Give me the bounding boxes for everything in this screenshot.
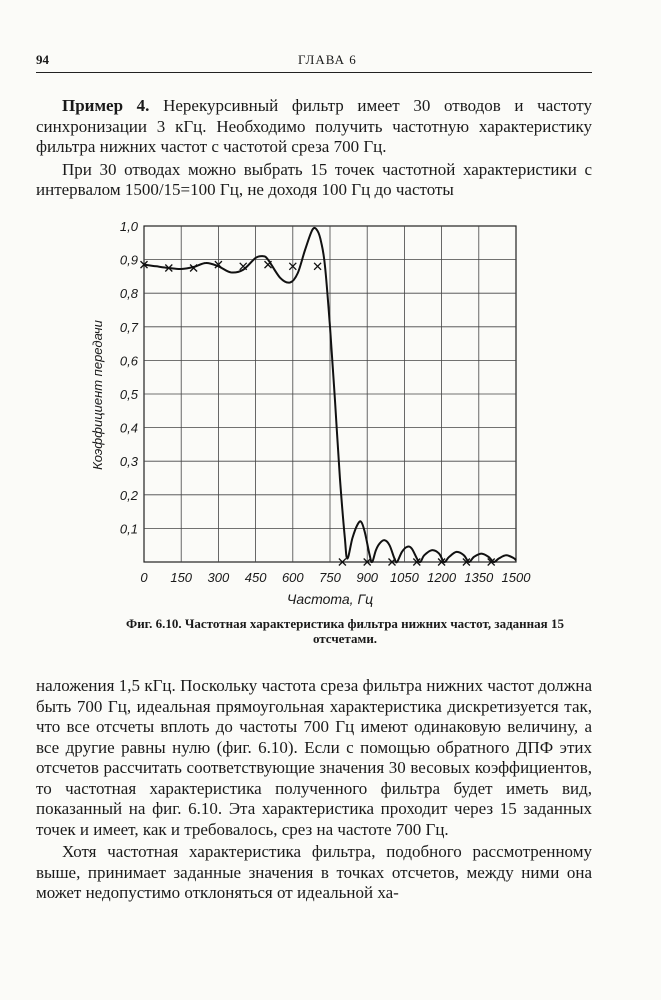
x-tick-label: 1350 — [464, 570, 494, 585]
y-tick-label: 0,8 — [119, 286, 138, 302]
example-label: Пример 4. — [62, 96, 150, 115]
x-tick-label: 900 — [356, 570, 379, 585]
y-tick-label: 0,9 — [119, 252, 138, 268]
y-tick-label: 1,0 — [119, 219, 138, 234]
y-tick-label: 0,3 — [119, 454, 138, 470]
paragraph-taps — [36, 160, 592, 201]
header-rule — [36, 72, 592, 73]
x-tick-label: 750 — [319, 570, 341, 585]
y-axis-label: Коэффициент передачи — [90, 320, 105, 470]
x-tick-label: 1200 — [427, 570, 457, 585]
frequency-response-chart — [80, 206, 540, 612]
x-tick-label: 450 — [244, 570, 267, 585]
paragraph-text: Нерекурсивный фильтр имеет 30 отводов и частоту синхронизации 3 кГц. Необходимо получить частотную характеристику фильтра нижних частот с частотой среза 700 Гц. — [36, 96, 592, 156]
x-tick-label: 300 — [207, 570, 230, 585]
chart-grid — [144, 226, 516, 562]
x-tick-label: 0 — [140, 570, 148, 585]
x-tick-label: 1500 — [501, 570, 531, 585]
figure-caption — [120, 616, 570, 646]
y-tick-label: 0,7 — [119, 319, 138, 335]
chapter-title: ГЛАВА 6 — [298, 52, 357, 67]
page-number: 94 — [36, 52, 49, 67]
x-axis-label: Частота, Гц — [286, 591, 374, 607]
y-tick-label: 0,2 — [119, 487, 138, 503]
paragraph-text: При 30 отводах можно выбрать 15 точек частотной характеристики с интервалом 1500/15=100 Гц, не доходя 100 Гц до частоты — [36, 159, 592, 199]
paragraph-deviation — [36, 842, 592, 904]
x-tick-label: 600 — [281, 570, 304, 585]
y-tick-label: 0,1 — [119, 521, 138, 537]
paragraph-aliasing — [36, 676, 592, 840]
y-tick-label: 0,6 — [119, 353, 138, 369]
sample-point — [314, 263, 321, 270]
x-tick-label: 150 — [170, 570, 193, 585]
y-tick-label: 0,4 — [119, 420, 138, 436]
paragraph-text: наложения 1,5 кГц. Поскольку частота среза фильтра нижних частот должна быть 700 Гц, идеальная прямоугольная характеристика дискретизуется так, что все отсчеты вплоть до частоты 700 Гц имеют одинаковую величину, а все другие равны нулю (фиг. 6.10). Если с помощью обратного ДПФ этих отсчетов рассчитать соответствующие значения 30 весовых коэффициентов, то частотная характеристика полученного фильтра будет иметь вид, показанный на фиг. 6.10. Эта характеристика проходит через 15 заданных точек и имеет, как и требовалось, срез на частоте 700 Гц. — [36, 676, 592, 839]
paragraph-text: Хотя частотная характеристика фильтра, подобного рассмотренному выше, принимает заданные значения в точках отсчетов, между ними она может недопустимо отклоняться от идеальной ха- — [36, 842, 592, 902]
running-head — [36, 52, 596, 72]
bottom-text-block — [36, 676, 592, 904]
figure-caption-text: Частотная характеристика фильтра нижних частот, заданная 15 отсчетами. — [184, 616, 564, 646]
x-tick-label: 1050 — [389, 570, 419, 585]
figure-label: Фиг. 6.10. — [126, 616, 182, 631]
y-tick-label: 0,5 — [119, 387, 138, 402]
paragraph-example-4 — [36, 96, 592, 158]
top-text-block — [36, 96, 592, 201]
